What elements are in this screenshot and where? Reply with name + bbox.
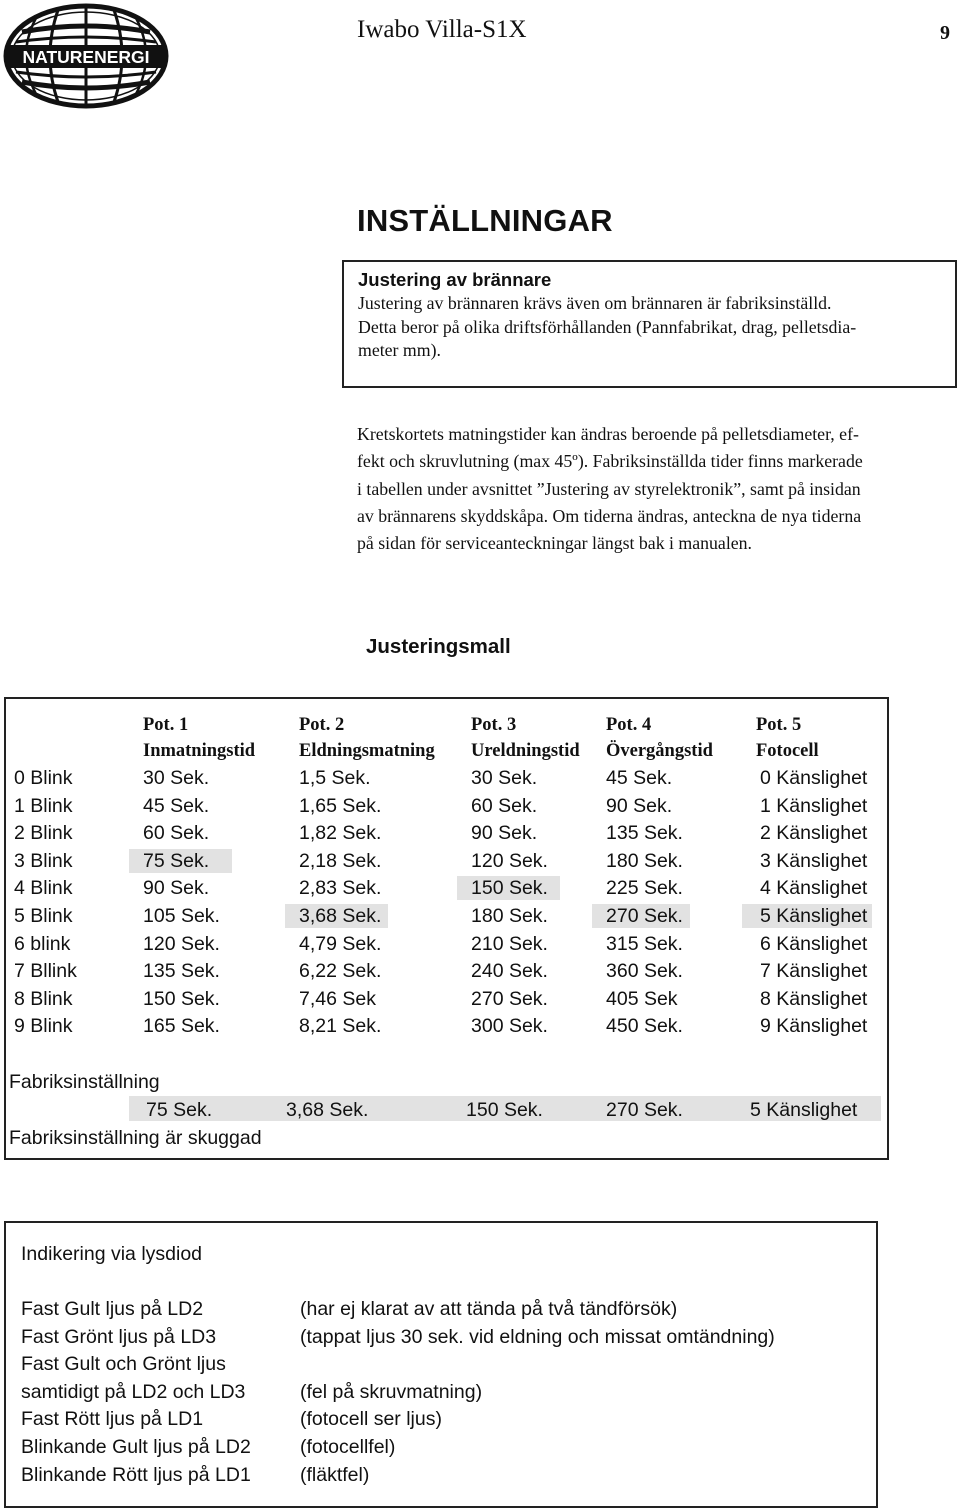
table-cell: 180 Sek. xyxy=(606,849,683,872)
table-cell: 60 Sek. xyxy=(471,794,538,817)
table-cell: 300 Sek. xyxy=(471,1015,548,1038)
table-cell: 6 Känslighet xyxy=(760,932,868,955)
table-cell: 315 Sek. xyxy=(606,932,683,955)
column-header: Eldningsmatning xyxy=(299,741,435,761)
table-cell: 45 Sek. xyxy=(143,794,210,817)
burner-subheading: Justering av brännare xyxy=(358,269,552,290)
led-meaning: (fel på skruvmatning) xyxy=(300,1380,483,1403)
table-cell: 120 Sek. xyxy=(143,932,220,955)
table-title: Justeringsmall xyxy=(366,635,511,658)
table-cell: 4,79 Sek. xyxy=(299,932,382,955)
row-label: 1 Blink xyxy=(14,794,73,817)
section-heading: INSTÄLLNINGAR xyxy=(357,203,613,238)
table-cell: 150 Sek. xyxy=(143,987,220,1010)
table-cell: 270 Sek. xyxy=(606,905,683,927)
table-cell: 8 Känslighet xyxy=(760,987,868,1010)
factory-setting-value: 150 Sek. xyxy=(466,1099,543,1121)
table-cell: 1,82 Sek. xyxy=(299,822,382,845)
pot-label: Pot. 5 xyxy=(756,715,802,735)
burner-text-line: Justering av brännaren krävs även om brännaren är fabriksinställd. xyxy=(358,293,832,313)
table-cell: 90 Sek. xyxy=(606,794,673,817)
column-header: Ureldningstid xyxy=(471,741,580,761)
table-cell: 5 Känslighet xyxy=(760,905,868,927)
table-cell: 8,21 Sek. xyxy=(299,1015,382,1038)
paragraph-line: på sidan för serviceanteckningar längst bak i manualen. xyxy=(357,533,752,554)
table-cell: 165 Sek. xyxy=(143,1015,220,1038)
table-cell: 3 Känslighet xyxy=(760,849,868,872)
paragraph-line: Kretskortets matningstider kan ändras beroende på pelletsdiameter, ef- xyxy=(357,424,859,444)
row-label: 8 Blink xyxy=(14,987,73,1010)
led-signal: Fast Gult ljus på LD2 xyxy=(21,1298,204,1320)
table-cell: 105 Sek. xyxy=(143,905,220,927)
indicator-title: Indikering via lysdiod xyxy=(21,1243,203,1265)
table-cell: 210 Sek. xyxy=(471,932,548,955)
table-cell: 450 Sek. xyxy=(606,1015,683,1038)
table-cell: 30 Sek. xyxy=(471,767,538,789)
factory-setting-value: 5 Känslighet xyxy=(750,1099,858,1121)
column-header: Fotocell xyxy=(756,741,819,761)
burner-text-line: Detta beror på olika driftsförhållanden (Pannfabrikat, drag, pelletsdia- xyxy=(358,316,857,337)
led-meaning: (fotocellfel) xyxy=(300,1436,396,1458)
table-cell: 75 Sek. xyxy=(143,849,210,872)
table-cell: 150 Sek. xyxy=(471,877,548,900)
burner-text-line: meter mm). xyxy=(358,340,441,360)
table-cell: 360 Sek. xyxy=(606,960,683,983)
column-header: Inmatningstid xyxy=(143,741,256,761)
table-cell: 45 Sek. xyxy=(606,767,673,789)
row-label: 7 Bllink xyxy=(14,960,77,983)
column-header: Övergångstid xyxy=(606,741,713,761)
table-cell: 405 Sek xyxy=(606,987,678,1010)
row-label: 6 blink xyxy=(14,932,71,955)
table-cell: 135 Sek. xyxy=(143,960,220,983)
led-signal: Fast Grönt ljus på LD3 xyxy=(21,1325,217,1348)
table-cell: 30 Sek. xyxy=(143,767,210,789)
row-label: 0 Blink xyxy=(14,767,73,789)
pot-label: Pot. 2 xyxy=(299,715,345,735)
table-cell: 1 Känslighet xyxy=(760,794,868,817)
table-cell: 135 Sek. xyxy=(606,822,683,845)
led-signal: samtidigt på LD2 och LD3 xyxy=(21,1380,246,1403)
table-cell: 2 Känslighet xyxy=(760,822,868,845)
logo-text: NATURENERGI xyxy=(22,47,150,67)
row-label: 4 Blink xyxy=(14,877,73,900)
page-number: 9 xyxy=(940,22,950,44)
table-cell: 270 Sek. xyxy=(471,987,548,1010)
paragraph-line: i tabellen under avsnittet ”Justering av styrelektronik”, samt på insidan xyxy=(357,478,861,499)
table-cell: 2,83 Sek. xyxy=(299,877,382,900)
led-signal: Blinkande Rött ljus på LD1 xyxy=(21,1463,251,1486)
led-meaning: (har ej klarat av att tända på två tändförsök) xyxy=(300,1298,678,1320)
document-title: Iwabo Villa-S1X xyxy=(357,16,527,43)
burner-adjustment-box xyxy=(342,260,957,388)
table-cell: 7 Känslighet xyxy=(760,960,868,983)
table-cell: 1,65 Sek. xyxy=(299,794,382,817)
table-cell: 60 Sek. xyxy=(143,822,210,845)
led-meaning: (fläktfel) xyxy=(300,1463,370,1486)
table-cell: 6,22 Sek. xyxy=(299,960,382,983)
factory-setting-value: 3,68 Sek. xyxy=(286,1099,369,1121)
table-cell: 240 Sek. xyxy=(471,960,548,983)
table-cell: 4 Känslighet xyxy=(760,877,868,900)
factory-setting-value: 270 Sek. xyxy=(606,1099,683,1121)
table-cell: 90 Sek. xyxy=(143,877,210,900)
led-signal: Blinkande Gult ljus på LD2 xyxy=(21,1436,251,1458)
led-meaning: (fotocell ser ljus) xyxy=(300,1408,442,1431)
adjustment-table xyxy=(4,697,889,1160)
paragraph-line: av brännarens skyddskåpa. Om tiderna ändras, anteckna de nya tiderna xyxy=(357,505,862,526)
feed-time-paragraph xyxy=(357,421,957,557)
table-cell: 225 Sek. xyxy=(606,877,683,900)
naturenergi-logo xyxy=(2,2,170,110)
led-indicator-box xyxy=(4,1221,878,1508)
pot-label: Pot. 3 xyxy=(471,715,517,735)
table-cell: 7,46 Sek xyxy=(299,987,376,1010)
factory-setting-value: 75 Sek. xyxy=(146,1099,213,1121)
table-cell: 120 Sek. xyxy=(471,849,548,872)
table-cell: 2,18 Sek. xyxy=(299,849,382,872)
row-label: 9 Blink xyxy=(14,1015,73,1038)
row-label: 5 Blink xyxy=(14,905,73,927)
row-label: 3 Blink xyxy=(14,849,73,872)
paragraph-line: fekt och skruvlutning (max 45º). Fabriksinställda tider finns markerade xyxy=(357,451,863,472)
led-signal: Fast Gult och Grönt ljus xyxy=(21,1353,226,1376)
table-cell: 90 Sek. xyxy=(471,822,538,845)
pot-label: Pot. 1 xyxy=(143,715,189,735)
table-cell: 0 Känslighet xyxy=(760,767,868,789)
led-meaning: (tappat ljus 30 sek. vid eldning och missat omtändning) xyxy=(300,1325,775,1348)
pot-label: Pot. 4 xyxy=(606,715,652,735)
row-label: 2 Blink xyxy=(14,822,73,845)
table-cell: 180 Sek. xyxy=(471,905,548,927)
table-cell: 3,68 Sek. xyxy=(299,905,382,927)
table-cell: 1,5 Sek. xyxy=(299,767,371,789)
factory-setting-label: Fabriksinställning xyxy=(9,1071,160,1093)
led-signal: Fast Rött ljus på LD1 xyxy=(21,1408,204,1431)
table-cell: 9 Känslighet xyxy=(760,1015,868,1038)
factory-setting-note: Fabriksinställning är skuggad xyxy=(9,1127,262,1149)
